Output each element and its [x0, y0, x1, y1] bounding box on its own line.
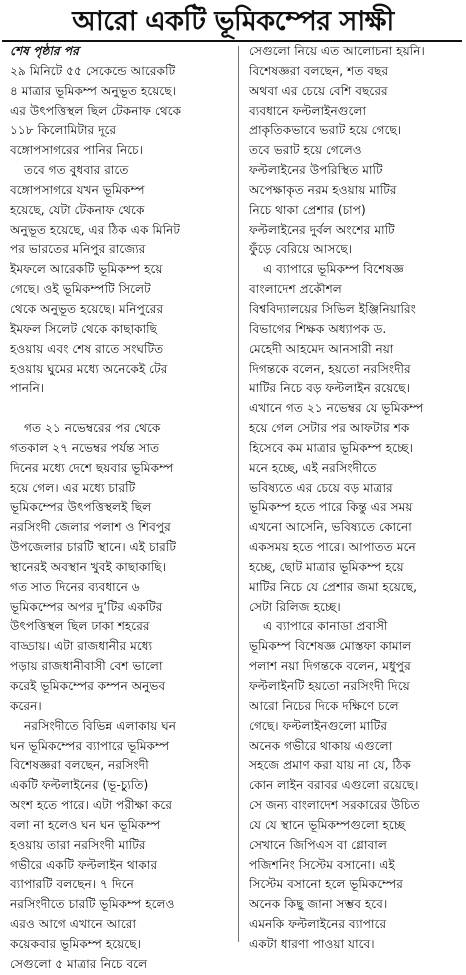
column-divider: [238, 46, 239, 942]
article-line: বিভাগের শিক্ষক অধ্যাপক ড.: [249, 321, 387, 336]
article-line: ইমফলে আরেকটি ভূমিকম্প হয়ে: [10, 262, 163, 277]
article-line: হওয়ায় তারা নরসিংদী মাটির: [10, 837, 146, 852]
article-line: গত সাত দিনের ব্যবধানে ৬: [10, 579, 140, 594]
article-line: এরও আগে এখানে আরো: [10, 917, 137, 932]
article-line: বিশেষজ্ঞরা বলছেন, নরসিংদী: [10, 758, 149, 773]
article-line: থেকে অনুভূত হয়েছে। মনিপুরের: [10, 301, 164, 316]
article-line: পজিশনিং সিস্টেম বসানো। এই: [249, 857, 395, 872]
article-line: উপজেলার চারটি স্থানে। এই চারটি: [10, 540, 177, 555]
article-line: ফল্টলাইনের দুর্বল অংশের মাটি: [249, 222, 395, 237]
article-line: কোন লাইন বরাবর এগুলো রয়েছে।: [249, 778, 419, 793]
article-line: ভূমিকম্প বিশেষজ্ঞ মোস্তফা কামাল: [249, 639, 412, 654]
article-line: এ ব্যাপারে ভূমিকম্প বিশেষজ্ঞ: [263, 262, 404, 277]
article-column-left: [10, 42, 229, 975]
article-line: পলাশ নয়া দিগন্তকে বলেন, মধুপুর: [249, 659, 411, 674]
kicker: শেষ পৃষ্ঠার পর: [10, 44, 79, 58]
article-line: হয়েছে, যেটা টেকনাফ থেকে: [10, 202, 145, 217]
article-line: ভূমিকম্পের অপর দু’টির একটির: [10, 599, 163, 614]
article-line: বঙ্গোপসাগরে যখন ভূমিকম্প: [10, 182, 145, 197]
article-line: অথবা এর চেয়ে বেশি বছরের: [249, 83, 388, 98]
article-line: এর উৎপত্তিস্থল ছিল টেকনাফ থেকে: [10, 103, 182, 118]
article-line: অনেক গভীরে থাকায় এগুলো: [249, 738, 393, 753]
article-line: ১১৮ কিলোমিটার দূরে: [10, 123, 117, 138]
article-line: আরো নিচের দিকে দক্ষিণে চলে: [249, 698, 399, 713]
article-line: ৪ মাত্রার ভূমিকম্প অনুভূত হয়েছে।: [10, 83, 177, 98]
article-line: এখনো আসেনি, ভবিষ্যতে কোনো: [249, 520, 412, 535]
article-line: হচ্ছে, ছোট মাত্রার ভূমিকম্প হয়ে: [249, 559, 404, 574]
article-line: হিসেবে কম মাত্রার ভূমিকম্প হচ্ছে।: [249, 440, 413, 455]
article-line: সে জন্য বাংলাদেশ সরকারের উচিত: [249, 798, 420, 813]
article-line: বঙ্গোপসাগরের পানির নিচে।: [10, 143, 144, 158]
article-line: সেগুলো ৫ মাত্রার নিচে বলে: [10, 956, 148, 971]
article-line: পাননি।: [10, 381, 45, 396]
article-line: প্রাকৃতিকভাবে ভরাট হয়ে গেছে।: [249, 123, 402, 138]
article-line: ব্যাপারটি বলছেন। ৭ দিনে: [10, 877, 134, 892]
article-line: ফল্টলাইনটি হয়তো নরসিংদী দিয়ে: [249, 679, 410, 693]
article-line: বিশেষজ্ঞরা বলছেন, শত বছর: [249, 63, 389, 78]
article-line: তবে ভরাট হয়ে গেলেও: [249, 143, 362, 158]
article-line: ভূমিকম্প হতে পারে কিন্তু এর সময়: [249, 500, 413, 515]
article-line: এখানে গত ২১ নভেম্বর যে ভূমিকম্প: [249, 401, 424, 416]
article-line: পড়ায় রাজধানীবাসী বেশ ভালো: [10, 659, 163, 674]
article-line: মেহেদী আহমেদ আনসারী নয়া: [249, 341, 394, 356]
article-line: সিস্টেম বসানো হলে ভূমিকম্পের: [249, 877, 403, 892]
article-line: ইমফল সিলেট থেকে কাছাকাছি: [10, 321, 158, 336]
article-line: গেছে। ওই ভূমিকম্পটি সিলেট: [10, 282, 151, 297]
article-line: অপেক্ষাকৃত নরম হওয়ায় মাটির: [249, 182, 397, 197]
article-line: এমনকি ফল্টলাইনের ব্যাপারে: [249, 917, 387, 932]
article-line: হয়ে গেল। এর মধ্যে চারটি: [10, 480, 136, 495]
article-line: দিনের মধ্যে দেশে ছয়বার ভূমিকম্প: [10, 460, 174, 475]
article-line: তবে গত বুধবার রাতে: [24, 163, 129, 178]
article-line: নিচে থাকা প্রেশার (চাপ): [249, 202, 366, 217]
article-line: মাটির নিচে বড় ফল্টলাইন রয়েছে।: [249, 381, 411, 396]
article-line: পর ভারতের মনিপুর রাজ্যের: [10, 242, 146, 257]
article-line: মনে হচ্ছে, এই নরসিংদীতে: [249, 460, 377, 475]
article-line: মাটির নিচে যে প্রেশার জমা হয়েছে,: [249, 579, 418, 594]
article-line: সেটা রিলিজ হচ্ছে।: [249, 599, 341, 614]
article-line: একটি ফল্টলাইনের (ভূ-চ্যুতি): [10, 778, 149, 793]
article-line: গভীরে একটি ফল্টলাইন থাকার: [10, 857, 158, 872]
article-line: ২৯ মিনিটে ৫৫ সেকেন্ডে আরেকটি: [10, 63, 176, 78]
article-line: এ ব্যাপারে কানাডা প্রবাসী: [263, 619, 388, 634]
article-line: সেখানে জিপিএস বা গ্লোবাল: [249, 837, 387, 852]
article-line: স্থানেরই অবস্থান খুবই কাছাকাছি।: [10, 559, 167, 574]
article-line: গেছে। ফল্টলাইনগুলো মাটির: [249, 718, 388, 733]
article-line: করেই ভূমিকম্পের কম্পন অনুভব: [10, 679, 166, 693]
article-line: অনেক কিছু জানা সম্ভব হবে।: [249, 897, 388, 912]
article-line: অংশ হতে পারে। এটা পরীক্ষা করে: [10, 798, 173, 813]
article-line: ফুঁড়ে বেরিয়ে আসছে।: [249, 242, 353, 257]
article-line: একসময় হতে পারে। আপাতত মনে: [249, 540, 416, 555]
headline: আরো একটি ভূমিকম্পের সাক্ষী: [72, 6, 394, 37]
article-line: গত ২১ নভেম্বরের পর থেকে: [24, 421, 161, 436]
article-line: বাংলাদেশ প্রকৌশল: [249, 282, 342, 297]
article-line: করেন।: [10, 698, 42, 713]
article-line: ভূমিকম্পের উৎপত্তিস্থলই ছিল: [10, 500, 152, 515]
article-column-right: [249, 42, 466, 955]
article-line: বলা না হলেও ঘন ঘন ভূমিকম্প: [10, 817, 161, 832]
article-line: হওয়ায় এবং শেষ রাতে সংঘটিত: [10, 341, 164, 356]
article-line: উৎপত্তিস্থল ছিল ঢাকা শহরের: [10, 619, 150, 634]
article-line: একটা ধারণা পাওয়া যাবে।: [249, 936, 375, 951]
article-line: সহজে প্রমাণ করা যায় না যে, ঠিক: [249, 758, 411, 773]
article-line: নরসিংদীতে বিভিন্ন এলাকায় ঘন: [24, 718, 177, 733]
article-line: বিশ্ববিদ্যালয়ের সিভিল ইঞ্জিনিয়ারিং: [249, 301, 416, 316]
article-line: বাড্ডায়। এটা রাজধানীর মধ্যে: [10, 639, 153, 654]
article-line: কয়েকবার ভূমিকম্প হয়েছে।: [10, 936, 142, 951]
article-line: দিগন্তকে বলেন, হয়তো নরসিংদীর: [249, 361, 411, 376]
article-line: ফল্টলাইনের উপরিস্থিত মাটি: [249, 163, 383, 178]
article-line: হয়ে গেল সেটার পর আফটার শক: [249, 421, 410, 436]
article-line: ব্যবধানে ফল্টলাইনগুলো: [249, 103, 367, 118]
article-line: ভবিষ্যতে এর চেয়ে বড় মাত্রার: [249, 480, 393, 495]
article-line: গতকাল ২৭ নভেম্বর পর্যন্ত সাত: [10, 440, 160, 455]
article-line: অনুভূত হয়েছে, এর ঠিক এক মিনিট: [10, 222, 181, 237]
article-line: নরসিংদী জেলার পলাশ ও শিবপুর: [10, 520, 171, 535]
article-line: হওয়ায় ঘুমের মধ্যে অনেকেই টের: [10, 361, 168, 376]
article-line: যে যে স্থানে ভূমিকম্পগুলো হচ্ছে: [249, 817, 406, 832]
article-line: ঘন ভূমিকম্পের ব্যাপারে ভূমিকম্প: [10, 738, 170, 753]
article-line: [10, 399, 229, 419]
article-line: সেগুলো নিয়ে এত আলোচনা হয়নি।: [249, 44, 425, 58]
article-line: নরসিংদীতে চারটি ভূমিকম্প হলেও: [10, 897, 175, 912]
